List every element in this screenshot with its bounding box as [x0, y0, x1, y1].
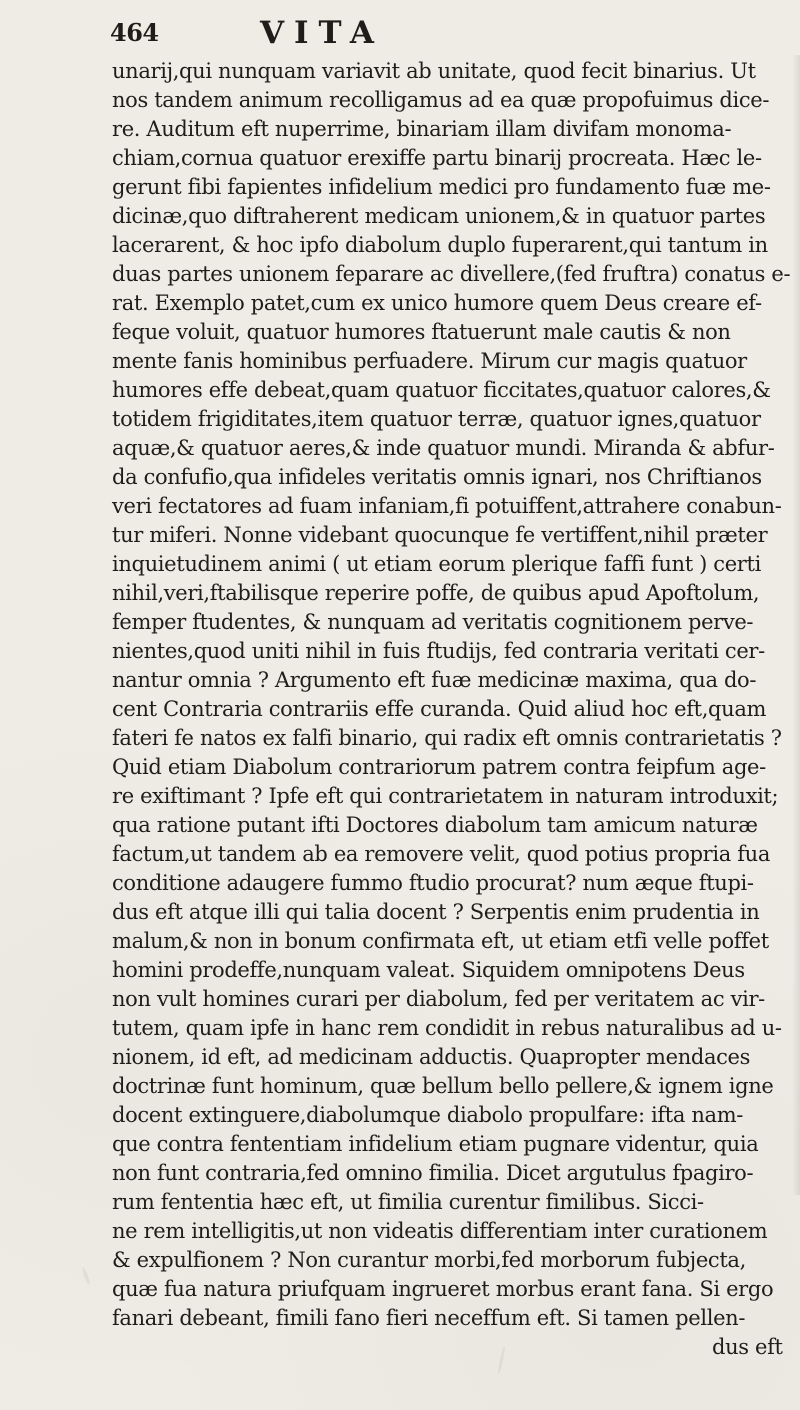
text-line: nos tandem animum recolligamus ad ea quæ propofuimus dice- — [112, 88, 770, 112]
text-line: nionem, id eft, ad medicinam adductis. Quapropter mendaces — [112, 1045, 751, 1069]
text-line: da confufio,qua infideles veritatis omnis ignari, nos Chriftianos — [112, 465, 762, 489]
text-line: cent Contraria contrariis effe curanda. Quid aliud hoc eft,quam — [112, 697, 767, 721]
page-number: 464 — [110, 18, 159, 47]
text-line: qua ratione putant ifti Doctores diabolum tam amicum naturæ — [112, 813, 758, 837]
text-line: factum,ut tandem ab ea removere velit, quod potius propria fua — [112, 842, 771, 866]
text-line: quæ fua natura priufquam ingrueret morbus erant fana. Si ergo — [112, 1277, 774, 1301]
text-line: tutem, quam ipfe in hanc rem condidit in rebus naturalibus ad u- — [112, 1016, 782, 1040]
text-line: nihil,veri,ftabilisque reperire poffe, de quibus apud Apoftolum, — [112, 581, 760, 605]
text-line: gerunt fibi fapientes infidelium medici pro fundamento fuæ me- — [112, 175, 771, 199]
text-line: re. Auditum eft nuperrime, binariam illam divifam monoma- — [112, 117, 732, 141]
text-line: inquietudinem animi ( ut etiam eorum plerique faffi funt ) certi — [112, 552, 761, 576]
paper-mark — [81, 1267, 91, 1285]
text-line: rum fententia hæc eft, ut fimilia curentur fimilibus. Sicci- — [112, 1190, 704, 1214]
text-line: dus eft atque illi qui talia docent ? Serpentis enim prudentia in — [112, 900, 760, 924]
text-line: ne rem intelligitis,ut non videatis differentiam inter curationem — [112, 1219, 768, 1243]
text-line: fateri fe natos ex falfi binario, qui radix eft omnis contrarietatis ? — [112, 726, 782, 750]
text-line: re exiftimant ? Ipfe eft qui contrarietatem in naturam introduxit; — [112, 784, 779, 808]
text-line: feque voluit, quatuor humores ftatuerunt male cautis & non — [112, 320, 731, 344]
text-line: Quid etiam Diabolum contrariorum patrem contra feipfum age- — [112, 755, 766, 779]
text-line: totidem frigiditates,item quatuor terræ, quatuor ignes,quatuor — [112, 407, 761, 431]
running-title: VITA — [260, 15, 384, 51]
text-line: que contra fententiam infidelium etiam pugnare videntur, quia — [112, 1132, 759, 1156]
text-line: docent extinguere,diabolumque diabolo propulfare: ifta nam- — [112, 1103, 744, 1127]
text-line: duas partes unionem feparare ac divellere,(fed fruftra) conatus e- — [112, 262, 791, 286]
text-line: doctrinæ funt hominum, quæ bellum bello pellere,& ignem igne — [112, 1074, 774, 1098]
running-head — [110, 15, 630, 52]
text-line: conditione adaugere fummo ftudio procurat? num æque ftupi- — [112, 871, 754, 895]
text-line: non vult homines curari per diabolum, fed per veritatem ac vir- — [112, 987, 765, 1011]
text-line: veri fectatores ad fuam infaniam,fi potuiffent,attrahere conabun- — [112, 494, 782, 518]
text-line: nientes,quod uniti nihil in fuis ftudijs, fed contraria veritati cer- — [112, 639, 765, 663]
text-line: mente fanis hominibus perfuadere. Mirum cur magis quatuor — [112, 349, 747, 373]
text-line: humores effe debeat,quam quatuor ficcitates,quatuor calores,& — [112, 378, 771, 402]
text-line: femper ftudentes, & nunquam ad veritatis cognitionem perve- — [112, 610, 754, 634]
body-text — [112, 57, 800, 1362]
text-line: unarij,qui nunquam variavit ab unitate, quod fecit binarius. Ut — [112, 59, 756, 83]
text-line: rat. Exemplo patet,cum ex unico humore quem Deus creare ef- — [112, 291, 762, 315]
text-line: dus eft — [712, 1335, 783, 1359]
text-line: tur miferi. Nonne videbant quocunque fe vertiffent,nihil præter — [112, 523, 768, 547]
text-line: non funt contraria,fed omnino fimilia. Dicet argutulus fpagiro- — [112, 1161, 754, 1185]
paper-edge-shadow — [792, 55, 800, 1195]
text-line: & expulfionem ? Non curantur morbi,fed morborum fubjecta, — [112, 1248, 746, 1272]
text-line: fanari debeant, fimili fano fieri neceffum eft. Si tamen pellen- — [112, 1306, 746, 1330]
text-line: nantur omnia ? Argumento eft fuæ medicinæ maxima, qua do- — [112, 668, 757, 692]
text-line: malum,& non in bonum confirmata eft, ut etiam etfi velle poffet — [112, 929, 769, 953]
text-line: homini prodeffe,nunquam valeat. Siquidem omnipotens Deus — [112, 958, 745, 982]
text-line: lacerarent, & hoc ipfo diabolum duplo fuperarent,qui tantum in — [112, 233, 768, 257]
text-line: chiam,cornua quatuor erexiffe partu binarij procreata. Hæc le- — [112, 146, 762, 170]
text-line: dicinæ,quo diftraherent medicam unionem,& in quatuor partes — [112, 204, 766, 228]
paper-mark — [683, 1180, 685, 1204]
text-line: aquæ,& quatuor aeres,& inde quatuor mundi. Miranda & abfur- — [112, 436, 775, 460]
